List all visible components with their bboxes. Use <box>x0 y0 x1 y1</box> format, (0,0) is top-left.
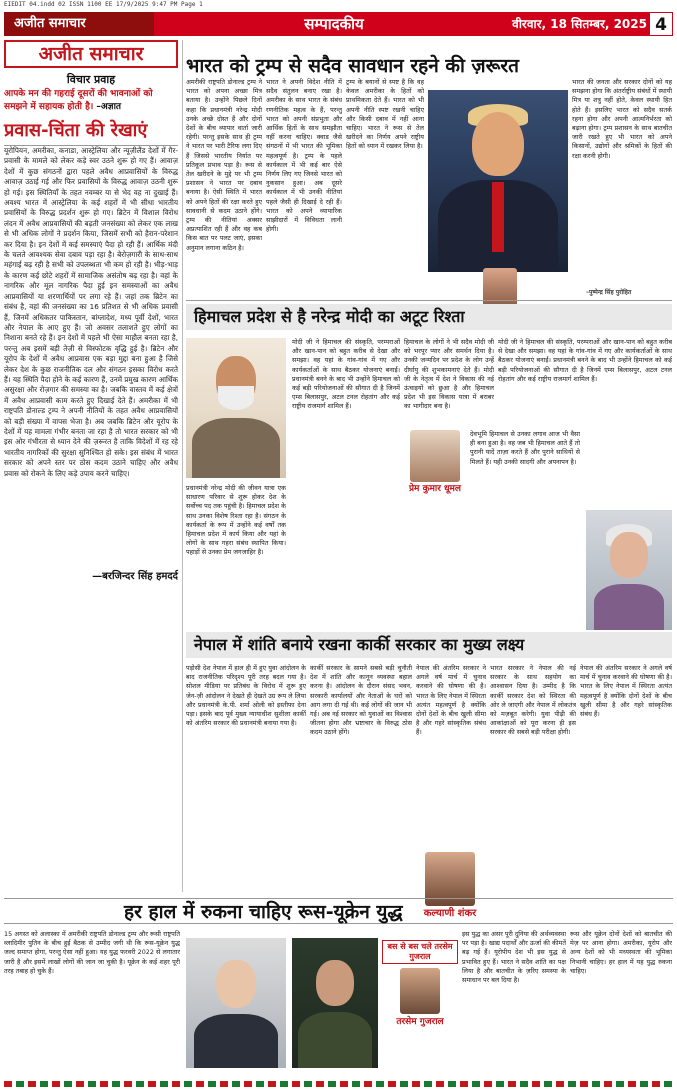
divider <box>186 300 672 301</box>
hp-photo <box>586 510 672 630</box>
article3-body-b: कार्की सरकार के सामने सबसे बड़ी चुनौती देश में शांति और कानून व्यवस्था बहाल करना है। आंदोलन के दौरान संसद भवन, सरकारी कार्यालयों और नेताओं के घरों को आग लगा दी गई थी। कई लोगों की जान भी गई। अब नई सरकार को युवाओं का विश्वास जीतना होगा और भ्रष्टाचार के विरुद्ध ठोस कदम उठाने होंगे। <box>310 664 412 737</box>
article2-body-c: हिमाचल के लोगों ने भी सदैव मोदी जी को भरपूर प्यार और समर्थन दिया है। उनकी जन्मदिन पर प्रदेश के लोग उन्हें दीर्घायु की शुभकामनाएं देते हैं। मोदी जी के नेतृत्व में देश ने विकास की नई ऊंचाइयों को छुआ है और हिमाचल प्रदेश भी इस विकास यात्रा में बराबर का भागीदार बना है। <box>404 338 494 411</box>
editorial-body: यूरोपियन, अमरीका, कनाडा, आस्ट्रेलिया और न्यूज़ीलैंड देशों में गैर-प्रवासी के मामले को लेकर कड़े स्वर उठने शुरू हो गए हैं। आवाज़ देशों में कुछ संगठनों द्वारा पहले अवैध आप्रवासियों के विरुद्ध आवाज़ उठाई गई और फिर प्रवासियों के विरुद्ध आवाज़ उठनी शुरू हो गई। इस स्थितियाँ के तहत नवम्बर या से भेद वह ना दुखाई हैं। अवश्य भारत में आस्ट्रेलिया के कई शहरों में भी सीधा भारतीय प्रवासियों के विरुद्ध प्रदर्शन शुरू हो गए। ब्रिटेन में विशाल विरोध लंदन में अवैध आप्रवासियों की बढ़ती जनसंख्या को लेकर एक लाख से भी अधिक लोगों ने प्रदर्शन किया, जिसमें सभी को हैरान-परेशान कर दिया है। इन देशों में कई समस्याएं पैदा हो रही हैं। आर्थिक मंदी के चलते आवश्यक सेवा दबाव पड़ा रहा है। बेरोज़गारी के साथ-साथ महंगाई बढ़ रही है सभी को उपलब्धता भी कम हो रही है। भीड़-भाड़ के कारण कई छोटे शहरों में सामाजिक असंतोष बढ़ रहा है। वहां के नागरिक और मूल नागरिक पैदा हुई इन समस्याओं का अवैध आप्रवासियों या शरणार्थियों पर लगा रहे हैं। जहां तक ब्रिटेन का संबंध है, वहां की जनसंख्या का 16 प्रतिशत से भी अधिक प्रवासी हैं, जिनमें अधिकतर पाकिस्तान, बांग्लादेश, मध्य पूर्वी देशों, भारत और नेपाल के आए हुए हैं। जो अवसर तलाशते हुए लोगों का निशाना बनते रहे हैं। इन देशों में पहले भी ऐसा माहौल बनता रहा है, परन्तु अब इसमें बड़ी तेज़ी से विस्फोटक वृद्धि हुई है। ब्रिटेन और यूरोप के देशों में अवैध आप्रवास एक बड़ा मुद्दा बना हुआ है जिसे लेकर देश के कुछ राजनीतिक दल और संगठन इसका विरोध करते हैं। यह स्थिति पैदा होने के कई कारण हैं, उनमें प्रमुख कारण आर्थिक असुरक्षा और रोज़गार की समस्या का है। जबकि वास्तव में कई क्षेत्रों में अवैध आप्रवासी काम करते हुए दिखाई देते हैं। अमरीका में भी राष्ट्रपति डोनाल्ड ट्रम्प ने अपनी नीतियों के तहत अवैध आप्रवासियों को बड़ी संख्या में वापस भेजा है। अब जबकि ब्रिटेन और यूरोप के देशों में यह मामला गंभीर बनता जा रहा है तो भारत सरकार को भी इस ओर गंभीरता से ध्यान देने की ज़रूरत है ताकि विदेशों में रह रहे भारतीय नागरिकों की सुरक्षा सुनिश्चित हो सके। इस संबंध में भारत सरकार को अपने स्तर पर ठोस कदम उठाने चाहिए और अवैध प्रवास को रोकने के लिए कड़े उपाय करने चाहिए। <box>4 146 178 478</box>
article3-author: कल्याणी शंकर <box>423 908 477 919</box>
page-ornament <box>4 1081 673 1087</box>
thought-quote <box>4 88 178 114</box>
article2-headline: हिमाचल प्रदेश से है नरेन्द्र मोदी का अटूट रिश्ता <box>186 304 672 330</box>
article1-sign: –पुष्पेन्द्र सिंह पुरोहित <box>586 289 632 296</box>
article1-headline: भारत को ट्रम्प से सदैव सावधान रहने की ज़रूरत <box>186 55 519 77</box>
article1-body-d: भारत की जनता और सरकार दोनों को यह समझना होगा कि अंतर्राष्ट्रीय संबंधों में स्थायी मित्र या शत्रु नहीं होते, केवल स्थायी हित होते हैं। इसलिए भारत को सदैव सतर्क रहना होगा और अपनी आत्मनिर्भरता को बढ़ाना होगा। ट्रम्प प्रशासन के साथ बातचीत जारी रखते हुए भी भारत को अपने किसानों, उद्योगों और श्रमिकों के हितों की रक्षा करनी होगी। <box>572 78 672 160</box>
article3-body-a: पड़ोसी देश नेपाल में हाल ही में हुए युवा आंदोलन के बाद राजनीतिक परिदृश्य पूरी तरह बदल गया है। सोशल मीडिया पर प्रतिबंध के विरोध में शुरू हुए जेन-ज़ी आंदोलन ने देखते ही देखते उग्र रूप ले लिया और प्रधानमंत्री के.पी. शर्मा ओली को इस्तीफा देना पड़ा। इसके बाद पूर्व मुख्य न्यायाधीश सुशीला कार्की को अंतरिम सरकार की प्रधानमंत्री बनाया गया है। <box>186 664 306 728</box>
quote-author: –अज्ञात <box>96 102 122 112</box>
article1-body-b: भारत ने अपनी विदेश नीति में सदैव संतुलन बनाए रखा है। अमरीका के साथ भारत के संबंध रणनीतिक महत्व के हैं, परन्तु भारत को अपनी संप्रभुता और आर्थिक हितों के साथ समझौता नहीं करना चाहिए। क्वाड जैसे संगठनों में भी भारत की भूमिका महत्वपूर्ण है। ट्रम्प के पहले कार्यकाल में भी कई बार ऐसे निर्णय लिए गए जिनसे भारत को नुकसान हुआ। अब दूसरे कार्यकाल में भी उनकी नीतियां पहले जैसी ही दिखाई दे रही हैं। भारत को अपने व्यापारिक साझीदारों में विविधता लानी होगी। <box>266 78 342 234</box>
editorial-title: प्रवास-चिंता की रेखाएं <box>4 118 178 146</box>
article3-headline: नेपाल में शांति बनाये रखना कार्की सरकार का मुख्य लक्ष्य <box>186 632 672 658</box>
article2-body-a: प्रधानमंत्री नरेन्द्र मोदी की जीवन यात्रा एक साधारण परिवार से शुरू होकर देश के सर्वोच्च पद तक पहुंची है। हिमाचल प्रदेश के साथ उनका विशेष रिश्ता रहा है। संगठन के कार्यकर्ता के रूप में उन्होंने कई वर्षों तक हिमाचल प्रदेश में कार्य किया और यहां के लोगों के साथ गहरा संबंध स्थापित किया। पहाड़ों से उनका प्रेम जगजाहिर है। <box>186 484 286 557</box>
article4-author: तरसेम गुजराल <box>396 1017 444 1027</box>
vichar-heading: विचार प्रवाह <box>66 73 116 86</box>
print-line: EIEDIT 04.indd 02 ISSN 1100 EE 17/9/2025 9:47 PM Page 1 <box>4 1 203 8</box>
article3-body-e: नेपाल की अंतरिम सरकार ने अगले वर्ष मार्च में चुनाव करवाने की घोषणा की है। भारत के लिए नेपाल में स्थिरता अत्यंत महत्वपूर्ण है क्योंकि दोनों देशों के बीच खुली सीमा है और गहरे सांस्कृतिक संबंध हैं। <box>580 664 672 719</box>
column-rule <box>182 40 183 892</box>
article4-body-b: इस युद्ध का असर पूरी दुनिया की अर्थव्यवस्था पर पड़ा है। खाद्य पदार्थों और ऊर्जा की कीमतें बढ़ गई हैं। यूरोपीय देश भी इस युद्ध से प्रभावित हुए हैं। भारत ने सदैव शांति का पक्ष लिया है और बातचीत के ज़रिए समस्या के समाधान पर बल दिया है। <box>462 930 566 985</box>
masthead <box>4 12 673 36</box>
putin-photo <box>186 938 286 1068</box>
trump-photo <box>428 90 568 272</box>
author-avatar <box>410 430 460 482</box>
section-title: सम्पादकीय <box>304 15 364 33</box>
author-avatar <box>400 968 440 1014</box>
article1-body-a: अमरीकी राष्ट्रपति डोनाल्ड ट्रम्प ने भारत को अपना अच्छा मित्र बताया है। उन्होंने पिछले दिनों कहा कि प्रधानमंत्री नरेन्द्र मोदी उनके अच्छे दोस्त हैं और दोनों देशों के बीच व्यापार वार्ता जारी रहेगी। परन्तु इसके साथ ही ट्रम्प ने भारत पर भारी टैरिफ लगा दिए हैं जिससे भारतीय निर्यात पर प्रतिकूल प्रभाव पड़ा है। रूस से तेल खरीदने के मुद्दे पर भी ट्रम्प प्रशासन ने भारत पर दबाव बनाया है। ऐसी स्थिति में भारत को अपने हितों की रक्षा करते हुए सावधानी से कदम उठाने होंगे। ट्रम्प की नीतियां अक्सर अप्रत्याशित रही हैं और वह कब किस बात पर पलट जाएं, इसका अनुमान लगाना कठिन है। <box>186 78 262 252</box>
article2-author: प्रेम कुमार धूमल <box>408 484 462 494</box>
editorial-author: —बरजिन्दर सिंह हमदर्द <box>92 571 178 582</box>
quote-text: आपके मन की गहराई दूसरों की भावनाओं को समझने में सहायक होती है। <box>4 89 153 112</box>
page-number: 4 <box>649 12 673 36</box>
article2-body-d: देवभूमि हिमाचल से उनका लगाव आज भी वैसा ही बना हुआ है। वह जब भी हिमाचल आते हैं तो पुरानी यादें ताज़ा करते हैं और पुराने साथियों से मिलते हैं। यही उनकी सादगी और अपनापन है। <box>470 430 580 466</box>
article4-body-a: 15 अगस्त को अलास्का में अमरीकी राष्ट्रपति डोनाल्ड ट्रम्प और रूसी राष्ट्रपति व्लादिमीर पुतिन के बीच हुई बैठक से उम्मीद जगी थी कि रूस-यूक्रेन युद्ध जल्द समाप्त होगा, परन्तु ऐसा नहीं हुआ। यह युद्ध फरवरी 2022 से लगातार जारी है और इसमें लाखों लोगों की जान जा चुकी है। यूक्रेन के कई शहर पूरी तरह तबाह हो चुके हैं। <box>4 930 180 975</box>
article1-body-c: ट्रम्प के बयानों से स्पष्ट है कि वह केवल अमरीका के हितों को प्राथमिकता देते हैं। भारत को भी अपनी नीति स्पष्ट रखनी चाहिए और किसी दबाव में नहीं आना चाहिए। भारत ने रूस से तेल खरीदने का निर्णय अपने राष्ट्रीय हितों को ध्यान में रखकर लिया है। <box>346 78 424 151</box>
article2-body-b: मोदी जी ने हिमाचल की संस्कृति, परम्पराओं और खान-पान को बहुत करीब से देखा और समझा। वह यहां के गांव-गांव में गए और कार्यकर्ताओं के साथ बैठकर योजनाएं बनाईं। प्रधानमंत्री बनने के बाद भी उन्होंने हिमाचल को कई बड़ी परियोजनाओं की सौगात दी है जिनमें एम्स बिलासपुर, अटल टनल रोहतांग और कई राष्ट्रीय राजमार्ग शामिल हैं। <box>292 338 400 411</box>
article3-body-d: भारत सरकार ने नेपाल की नई सरकार के साथ सहयोग का आश्वासन दिया है। उम्मीद है कि कार्की सरकार देश को स्थिरता की ओर ले जाएगी और नेपाल में लोकतंत्र को मज़बूत करेगी। युवा पीढ़ी की आकांक्षाओं को पूरा करना ही इस सरकार की सबसे बड़ी परीक्षा होगी। <box>490 664 576 737</box>
issue-date: वीरवार, 18 सितम्बर, 2025 <box>512 17 647 31</box>
article2-author-box <box>404 430 466 495</box>
article3-body-c: नेपाल की अंतरिम सरकार ने अगले वर्ष मार्च में चुनाव करवाने की घोषणा की है। भारत के लिए नेपाल में स्थिरता अत्यंत महत्वपूर्ण है क्योंकि दोनों देशों के बीच खुली सीमा है और गहरे सांस्कृतिक संबंध हैं। <box>416 664 486 737</box>
brand-logo: अजीत समाचार <box>4 40 178 68</box>
section-label: अजीत समाचार <box>4 12 154 36</box>
modi-photo <box>186 338 286 478</box>
article4-author-box <box>382 940 458 1027</box>
article4-body-c: रूस और यूक्रेन दोनों देशों को बातचीत की मेज़ पर आना होगा। अमरीका, यूरोप और अन्य देशों को भी मध्यस्थता की भूमिका निभानी चाहिए। हर हाल में यह युद्ध रुकना चाहिए। <box>570 930 672 975</box>
article2-body-e: मोदी जी ने हिमाचल की संस्कृति, परम्पराओं और खान-पान को बहुत करीब से देखा और समझा। वह यहां के गांव-गांव में गए और कार्यकर्ताओं के साथ बैठकर योजनाएं बनाईं। प्रधानमंत्री बनने के बाद भी उन्होंने हिमाचल को कई बड़ी परियोजनाओं की सौगात दी है जिनमें एम्स बिलासपुर, अटल टनल रोहतांग और कई राष्ट्रीय राजमार्ग शामिल हैं। <box>498 338 672 383</box>
article4-headline: हर हाल में रुकना चाहिए रूस-यूक्रेन युद्ध <box>4 898 673 924</box>
author-avatar <box>483 268 517 308</box>
article4-box-title: बस से बस चले तरसेम गुजराल <box>382 940 458 964</box>
zelensky-photo <box>292 938 378 1068</box>
